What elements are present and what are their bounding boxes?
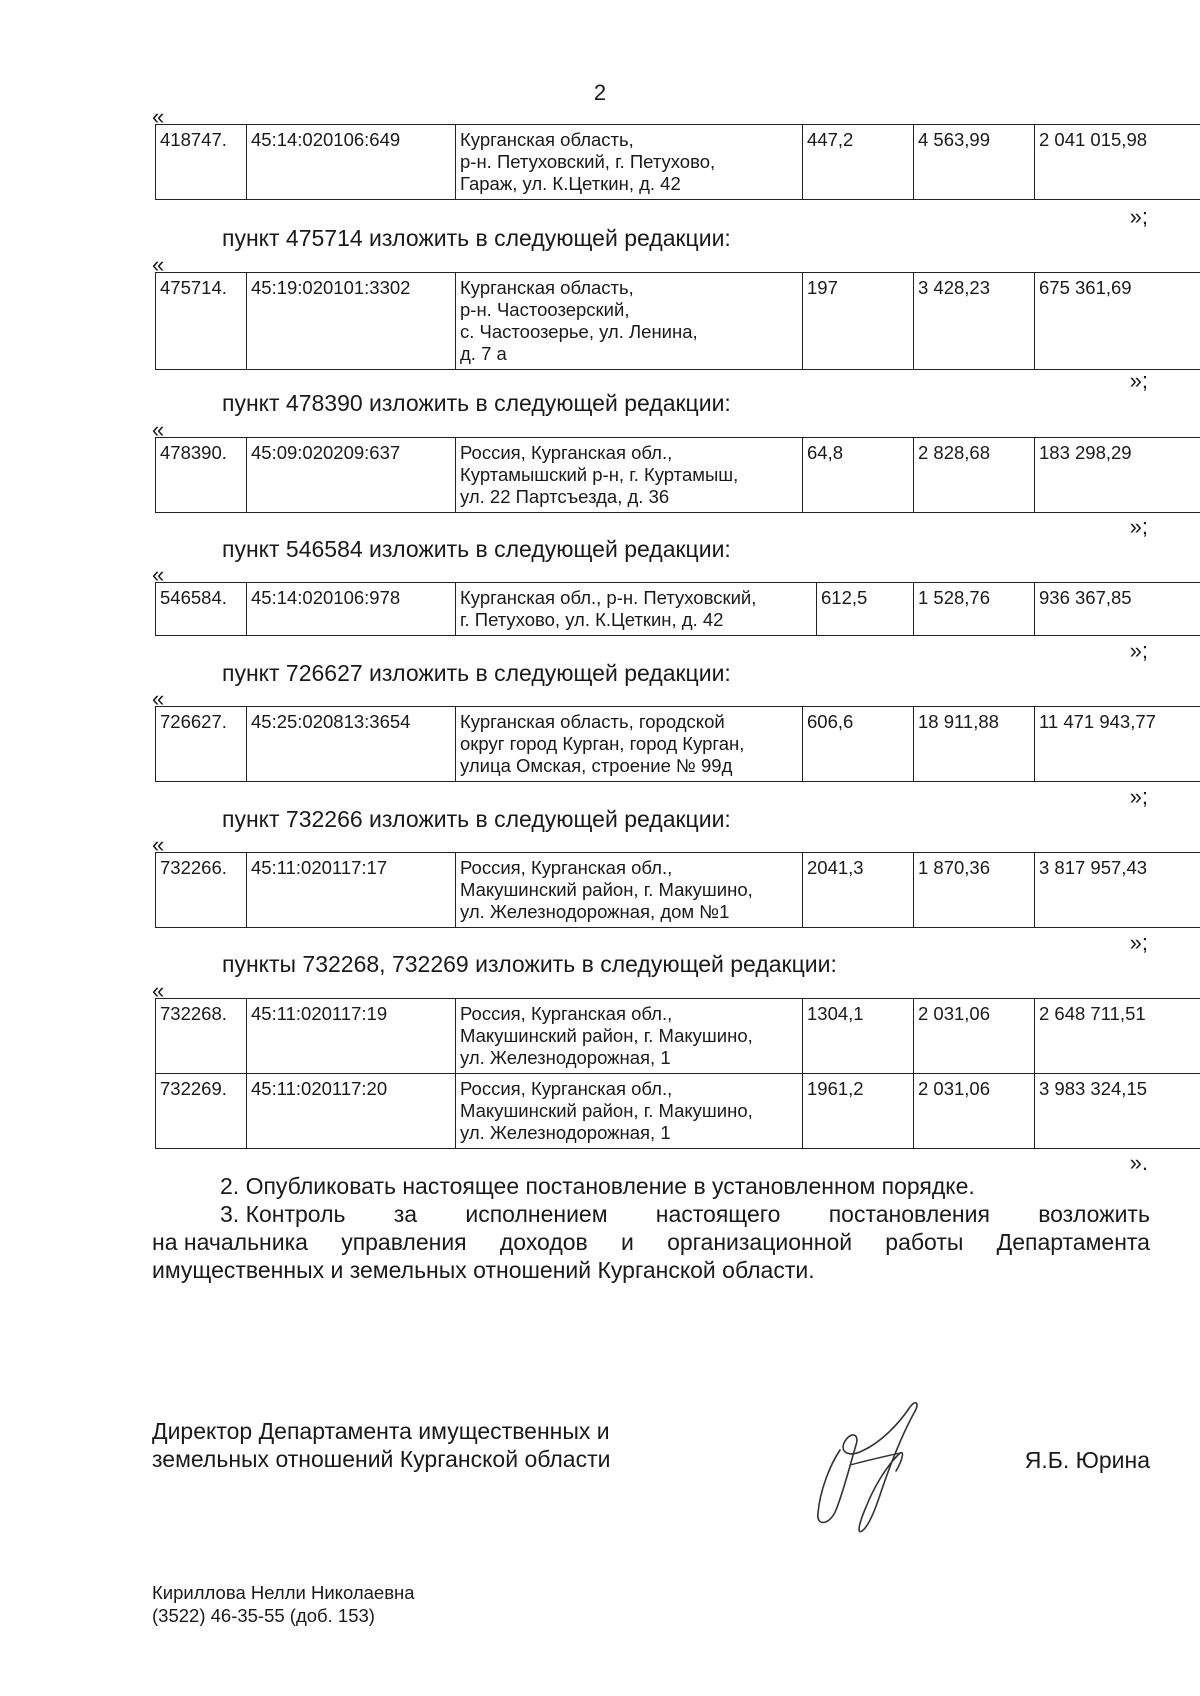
executor-phone: (3522) 46-35-55 (доб. 153) xyxy=(152,1605,375,1626)
cell-address: Россия, Курганская обл., Куртамышский р-н, г. Куртамыш, ул. 22 Партсъезда, д. 36 xyxy=(456,438,803,513)
quote-open: « xyxy=(152,104,165,129)
cell-address: Курганская обл., р-н. Петуховский, г. Петухово, ул. К.Цеткин, д. 42 xyxy=(456,583,817,636)
signer-name: Я.Б. Юрина xyxy=(1024,1447,1150,1473)
handwritten-signature xyxy=(810,1395,940,1535)
table-row-732266 xyxy=(155,852,1200,928)
cell-number: 732269. xyxy=(156,1074,247,1149)
resolution-items xyxy=(152,1172,1150,1284)
word: возложить xyxy=(1038,1201,1150,1227)
cell-value: 2 041 015,98 xyxy=(1035,125,1200,200)
cell-value: 3 983 324,15 xyxy=(1035,1074,1200,1149)
cell-cadastral: 45:11:020117:20 xyxy=(247,1074,456,1149)
cell-area: 2041,3 xyxy=(803,853,914,928)
cell-cadastral: 45:14:020106:978 xyxy=(247,583,456,636)
table-row-478390 xyxy=(155,437,1200,513)
table-row-726627 xyxy=(155,706,1200,782)
word: работы xyxy=(885,1229,964,1255)
cell-value: 183 298,29 xyxy=(1035,438,1200,513)
intro-546584: пункт 546584 изложить в следующей редакции: xyxy=(222,536,731,562)
intro-726627: пункт 726627 изложить в следующей редакции: xyxy=(222,660,731,686)
cell-area: 64,8 xyxy=(803,438,914,513)
quote-close: »; xyxy=(1129,204,1148,229)
word: доходов xyxy=(499,1229,588,1255)
cell-rate: 2 031,06 xyxy=(914,999,1035,1074)
signer-title-line-2: земельных отношений Курганской области xyxy=(152,1446,611,1472)
cell-cadastral: 45:14:020106:649 xyxy=(247,125,456,200)
quote-close: ». xyxy=(1129,1150,1148,1175)
table-732268-732269 xyxy=(155,998,1200,1149)
cell-area: 447,2 xyxy=(803,125,914,200)
table-row-732268 xyxy=(156,999,1200,1074)
quote-open: « xyxy=(152,417,165,442)
word: исполнением xyxy=(465,1201,608,1227)
quote-open: « xyxy=(152,562,165,587)
cell-area: 1304,1 xyxy=(803,999,914,1074)
word: за xyxy=(393,1201,418,1227)
cell-rate: 4 563,99 xyxy=(914,125,1035,200)
table-row-546584 xyxy=(155,582,1200,636)
cell-value: 11 471 943,77 xyxy=(1035,707,1200,782)
cell-number: 418747. xyxy=(156,125,247,200)
word: Департамента xyxy=(996,1229,1150,1255)
cell-rate: 1 870,36 xyxy=(914,853,1035,928)
executor-name: Кириллова Нелли Николаевна xyxy=(152,1582,415,1603)
cell-address: Курганская область, городской округ город Курган, город Курган, улица Омская, строение № 99д xyxy=(456,707,803,782)
signer-title-line-1: Директор Департамента имущественных и xyxy=(152,1418,610,1444)
cell-number: 546584. xyxy=(156,583,247,636)
quote-close: »; xyxy=(1129,930,1148,955)
quote-open: « xyxy=(152,832,165,857)
word: 3. Контроль xyxy=(220,1201,346,1227)
cell-rate: 2 031,06 xyxy=(914,1074,1035,1149)
item-3-line-3: имущественных и земельных отношений Курганской области. xyxy=(152,1257,815,1283)
item-3-line-1 xyxy=(152,1200,1150,1228)
cell-cadastral: 45:11:020117:19 xyxy=(247,999,456,1074)
quote-open: « xyxy=(152,252,165,277)
cell-number: 475714. xyxy=(156,273,247,370)
cell-value: 3 817 957,43 xyxy=(1035,853,1200,928)
cell-address: Курганская область, р-н. Петуховский, г. Петухово, Гараж, ул. К.Цеткин, д. 42 xyxy=(456,125,803,200)
intro-732266: пункт 732266 изложить в следующей редакции: xyxy=(222,806,731,832)
cell-rate: 2 828,68 xyxy=(914,438,1035,513)
cell-value: 2 648 711,51 xyxy=(1035,999,1200,1074)
table-row-475714 xyxy=(155,272,1200,370)
cell-number: 732266. xyxy=(156,853,247,928)
word: настоящего xyxy=(655,1201,781,1227)
word: организационной xyxy=(667,1229,853,1255)
cell-cadastral: 45:19:020101:3302 xyxy=(247,273,456,370)
cell-rate: 3 428,23 xyxy=(914,273,1035,370)
quote-close: »; xyxy=(1129,514,1148,539)
cell-area: 606,6 xyxy=(803,707,914,782)
cell-address: Россия, Курганская обл., Макушинский район, г. Макушино, ул. Железнодорожная, 1 xyxy=(456,1074,803,1149)
table-row-418747 xyxy=(155,124,1200,200)
intro-732268-732269: пункты 732268, 732269 изложить в следующей редакции: xyxy=(222,951,837,977)
intro-478390: пункт 478390 изложить в следующей редакции: xyxy=(222,390,731,416)
cell-value: 936 367,85 xyxy=(1035,583,1200,636)
item-2: 2. Опубликовать настоящее постановление в установленном порядке. xyxy=(220,1173,975,1199)
cell-address: Россия, Курганская обл., Макушинский район, г. Макушино, ул. Железнодорожная, дом №1 xyxy=(456,853,803,928)
cell-area: 1961,2 xyxy=(803,1074,914,1149)
quote-open: « xyxy=(152,978,165,1003)
quote-close: »; xyxy=(1129,638,1148,663)
cell-value: 675 361,69 xyxy=(1035,273,1200,370)
table-row-732269 xyxy=(156,1074,1200,1149)
cell-rate: 1 528,76 xyxy=(914,583,1035,636)
word: и xyxy=(621,1229,634,1255)
cell-address: Курганская область, р-н. Частоозерский, с. Частоозерье, ул. Ленина, д. 7 а xyxy=(456,273,803,370)
cell-cadastral: 45:09:020209:637 xyxy=(247,438,456,513)
quote-open: « xyxy=(152,686,165,711)
quote-close: »; xyxy=(1129,784,1148,809)
quote-close: »; xyxy=(1129,368,1148,393)
cell-cadastral: 45:11:020117:17 xyxy=(247,853,456,928)
cell-address: Россия, Курганская обл., Макушинский район, г. Макушино, ул. Железнодорожная, 1 xyxy=(456,999,803,1074)
page-number: 2 xyxy=(593,80,607,105)
cell-number: 732268. xyxy=(156,999,247,1074)
signer-title xyxy=(152,1417,610,1473)
word: постановления xyxy=(828,1201,990,1227)
cell-number: 478390. xyxy=(156,438,247,513)
cell-number: 726627. xyxy=(156,707,247,782)
cell-cadastral: 45:25:020813:3654 xyxy=(247,707,456,782)
cell-area: 612,5 xyxy=(817,583,914,636)
item-3-line-2 xyxy=(152,1228,1150,1256)
word: управления xyxy=(341,1229,467,1255)
intro-475714: пункт 475714 изложить в следующей редакции: xyxy=(222,225,731,251)
cell-area: 197 xyxy=(803,273,914,370)
word: на начальника xyxy=(152,1229,308,1255)
executor-info xyxy=(152,1581,415,1627)
cell-rate: 18 911,88 xyxy=(914,707,1035,782)
